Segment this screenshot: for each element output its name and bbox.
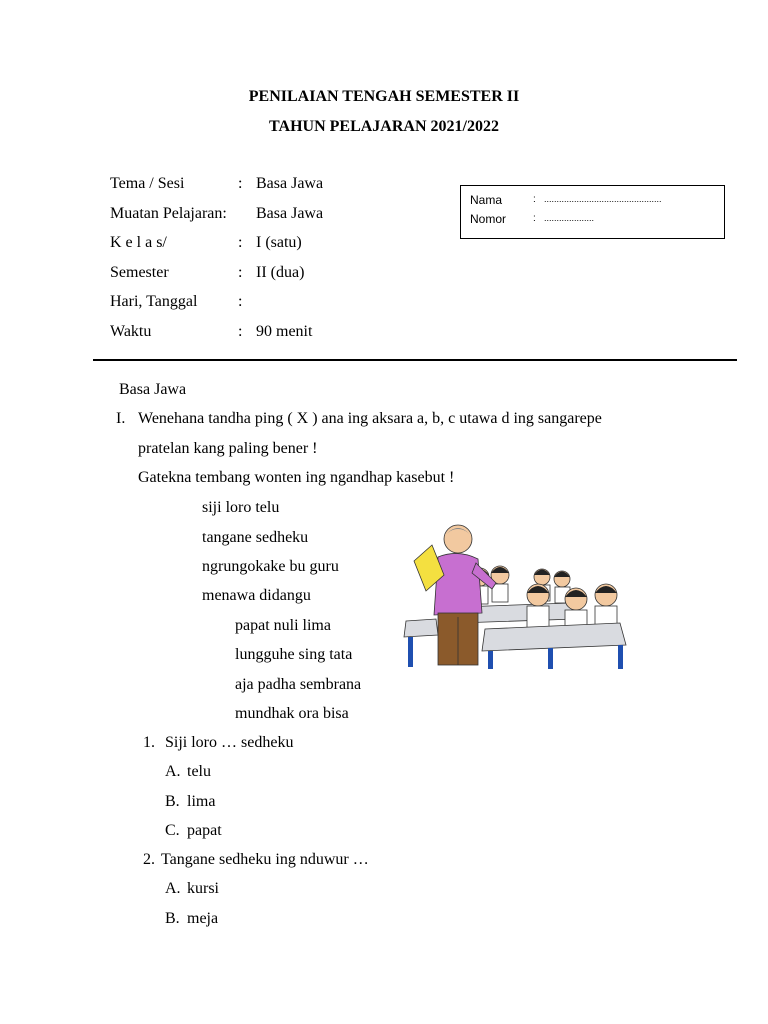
lyric-line: lungguhe sing tata (235, 646, 353, 663)
option-text: lima (187, 793, 216, 810)
option-letter[interactable]: A. (165, 880, 181, 897)
info-label-semester: Semester (110, 264, 169, 281)
instruction-text: pratelan kang paling bener ! (138, 440, 318, 457)
lyric-line: menawa didangu (202, 587, 311, 604)
info-colon: : (238, 323, 243, 340)
option-text: meja (187, 910, 219, 927)
question-text: Tangane sedheku ing nduwur … (161, 851, 369, 868)
student-figure (527, 584, 549, 630)
info-value-semester: II (dua) (256, 264, 305, 281)
lyric-line: tangane sedheku (202, 529, 309, 546)
info-label-muatan: Muatan Pelajaran: (110, 205, 227, 222)
lyric-line: mundhak ora bisa (235, 705, 349, 722)
classroom-illustration (400, 517, 628, 669)
instruction-text: Wenehana tandha ping ( X ) ana ing aksara a, b, c utawa d ing sangarepe (138, 410, 602, 427)
student-name-box (460, 185, 725, 239)
question-text: Siji loro … sedheku (165, 734, 294, 751)
subject-heading: Basa Jawa (119, 381, 187, 398)
nomor-field[interactable]: .................... (544, 213, 595, 223)
info-label-tema: Tema / Sesi (110, 175, 185, 192)
nama-colon: : (533, 194, 536, 205)
option-letter[interactable]: A. (165, 763, 181, 780)
info-colon: : (238, 264, 243, 281)
info-value-waktu: 90 menit (256, 323, 313, 340)
nama-field[interactable]: ............................................... (544, 194, 662, 204)
info-value-kelas: I (satu) (256, 234, 302, 251)
document-title: PENILAIAN TENGAH SEMESTER II (248, 88, 520, 105)
option-letter[interactable]: B. (165, 793, 180, 810)
info-value-muatan: Basa Jawa (256, 205, 324, 222)
instruction-text: Gatekna tembang wonten ing ngandhap kasebut ! (138, 469, 455, 486)
info-label-waktu: Waktu (110, 323, 152, 340)
info-value-tema: Basa Jawa (256, 175, 324, 192)
option-text: kursi (187, 880, 219, 897)
info-colon: : (238, 234, 243, 251)
nama-label: Nama (470, 193, 503, 207)
info-colon: : (238, 175, 243, 192)
instruction-number: I. (116, 410, 126, 427)
lyric-line: aja padha sembrana (235, 676, 362, 693)
lyric-line: siji loro telu (202, 499, 280, 516)
info-label-kelas: K e l a s/ (110, 234, 167, 251)
option-text: telu (187, 763, 211, 780)
option-letter[interactable]: B. (165, 910, 180, 927)
nomor-colon: : (533, 213, 536, 224)
option-text: papat (187, 822, 222, 839)
info-colon: : (238, 293, 243, 310)
header-divider (93, 359, 737, 361)
document-subtitle: TAHUN PELAJARAN 2021/2022 (269, 118, 499, 135)
question-number: 1. (143, 734, 155, 751)
info-label-hari: Hari, Tanggal (110, 293, 198, 310)
question-number: 2. (143, 851, 155, 868)
nomor-label: Nomor (470, 212, 507, 226)
option-letter[interactable]: C. (165, 822, 180, 839)
lyric-line: papat nuli lima (235, 617, 331, 634)
lyric-line: ngrungokake bu guru (202, 558, 339, 575)
